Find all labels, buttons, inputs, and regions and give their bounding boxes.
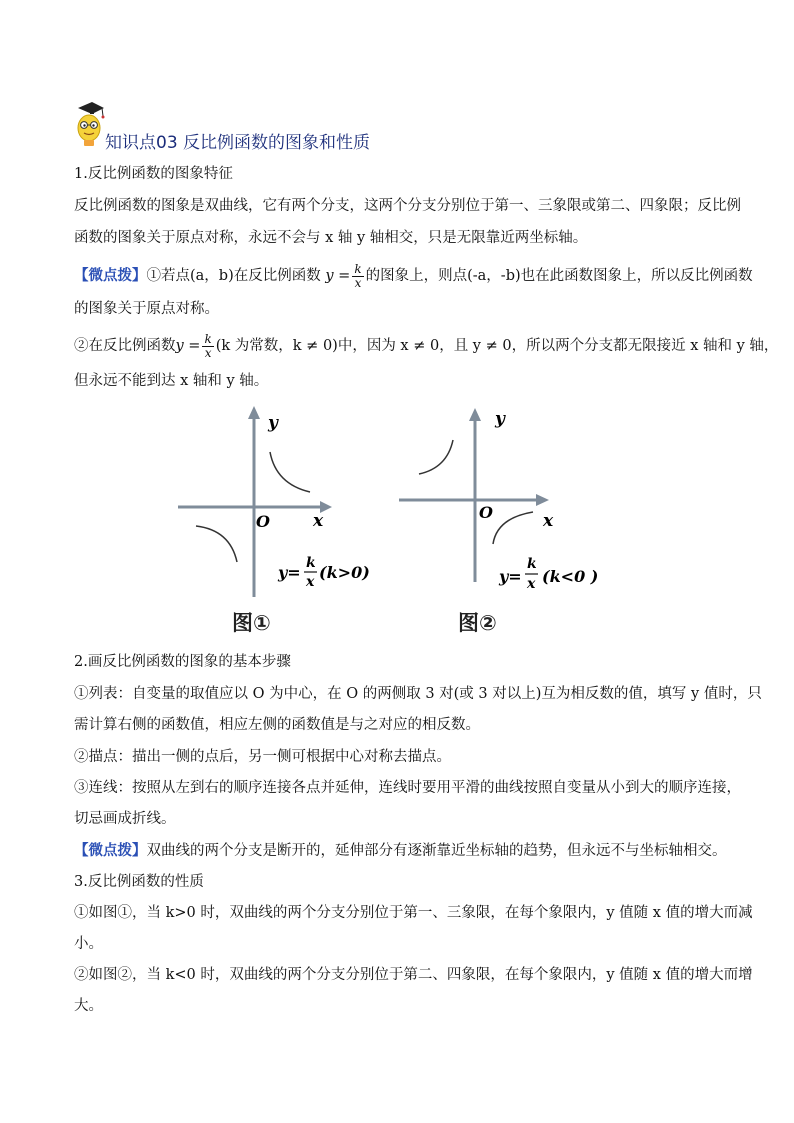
- property-2-line-2: 大。: [74, 998, 103, 1014]
- formula-lhs: y =: [325, 268, 351, 284]
- equation-lhs: y=: [278, 563, 301, 582]
- formula-fraction-2: [202, 333, 213, 360]
- fraction-denominator: x: [354, 275, 362, 290]
- step-1-line-1: ①列表：自变量的取值应以 O 为中心，在 O 的两侧取 3 对(或 3 对以上)互为相反数的值，填写 y 值时，只: [74, 686, 762, 702]
- y-axis-label: y: [268, 413, 278, 433]
- figure-1-caption: 图①: [232, 611, 271, 635]
- section-1-title: 1.反比例函数的图象特征: [74, 166, 233, 182]
- step-2: ②描点：描出一侧的点后，另一侧可根据中心对称去描点。: [74, 749, 451, 765]
- equation-lhs-2: y=: [499, 567, 522, 586]
- figure-2-graph: [395, 402, 625, 602]
- step-1-line-2: 需计算右侧的函数值，相应左侧的函数值是与之对应的相反数。: [74, 717, 480, 733]
- tip-label-2: 【微点拨】: [74, 842, 147, 859]
- tip-3: [74, 839, 727, 863]
- equation-condition: (k>0): [319, 563, 370, 582]
- tip-1-text-a: ①若点(a，b)在反比例函数: [146, 268, 321, 284]
- tip-label: 【微点拨】: [74, 267, 147, 284]
- origin-label-2: O: [479, 503, 493, 522]
- graduate-mascot-icon: [72, 100, 106, 148]
- y-axis-label-2: y: [495, 409, 505, 429]
- fraction-numerator-2: k: [204, 331, 212, 346]
- tip-2-text-a: ②在反比例函数: [74, 338, 176, 354]
- equation-condition-2: (k<0 ): [542, 567, 599, 586]
- fraction-numerator: k: [354, 261, 362, 276]
- tip-3-text: 双曲线的两个分支是断开的，延伸部分有逐渐靠近坐标轴的趋势，但永远不与坐标轴相交。: [146, 843, 727, 859]
- step-3-line-1: ③连线：按照从左到右的顺序连接各点并延伸，连线时要用平滑的曲线按照自变量从小到大的顺序连接，: [74, 780, 741, 796]
- paragraph-1-line-1: 反比例函数的图象是双曲线，它有两个分支，这两个分支分别位于第一、三象限或第二、四象限；反比例: [74, 198, 741, 214]
- x-axis-label-2: x: [543, 511, 554, 531]
- figure-2-caption: 图②: [458, 611, 497, 635]
- tip-1-line-2: 的图象关于原点对称。: [74, 301, 219, 317]
- equation-denominator-2: x: [527, 576, 536, 592]
- tip-2-line-2: 但永远不能到达 x 轴和 y 轴。: [74, 373, 269, 389]
- tip-2-text-b: (k 为常数，k ≠ 0)中，因为 x ≠ 0，且 y ≠ 0，所以两个分支都无限接近 x 轴和 y 轴，: [215, 338, 779, 354]
- page-title: 知识点03 反比例函数的图象和性质: [105, 133, 371, 153]
- fraction-denominator-2: x: [204, 345, 212, 360]
- section-2-title: 2.画反比例函数的图象的基本步骤: [74, 654, 291, 670]
- section-3-title: 3.反比例函数的性质: [74, 874, 204, 890]
- paragraph-1-line-2: 函数的图象关于原点对称，永远不会与 x 轴 y 轴相交，只是无限靠近两坐标轴。: [74, 230, 588, 246]
- step-3-line-2: 切忌画成折线。: [74, 811, 176, 827]
- property-1-line-2: 小。: [74, 936, 103, 952]
- tip-1-text-b: 的图象上，则点(-a，-b)也在此函数图象上，所以反比例函数: [365, 268, 753, 284]
- figure-1-graph: [170, 402, 390, 602]
- origin-label: O: [256, 512, 270, 531]
- formula-fraction: [352, 263, 363, 290]
- equation-numerator-2: k: [527, 556, 537, 572]
- equation-numerator: k: [306, 555, 316, 571]
- tip-2-line-1: [74, 331, 779, 360]
- x-axis-label: x: [313, 511, 324, 531]
- formula-lhs-2: y =: [175, 338, 201, 354]
- property-1-line-1: ①如图①，当 k>0 时，双曲线的两个分支分别位于第一、三象限，在每个象限内，y 值随 x 值的增大而减: [74, 905, 753, 921]
- property-2-line-1: ②如图②，当 k<0 时，双曲线的两个分支分别位于第二、四象限，在每个象限内，y 值随 x 值的增大而增: [74, 967, 753, 983]
- tip-1-line-1: [74, 261, 753, 290]
- equation-denominator: x: [306, 574, 315, 590]
